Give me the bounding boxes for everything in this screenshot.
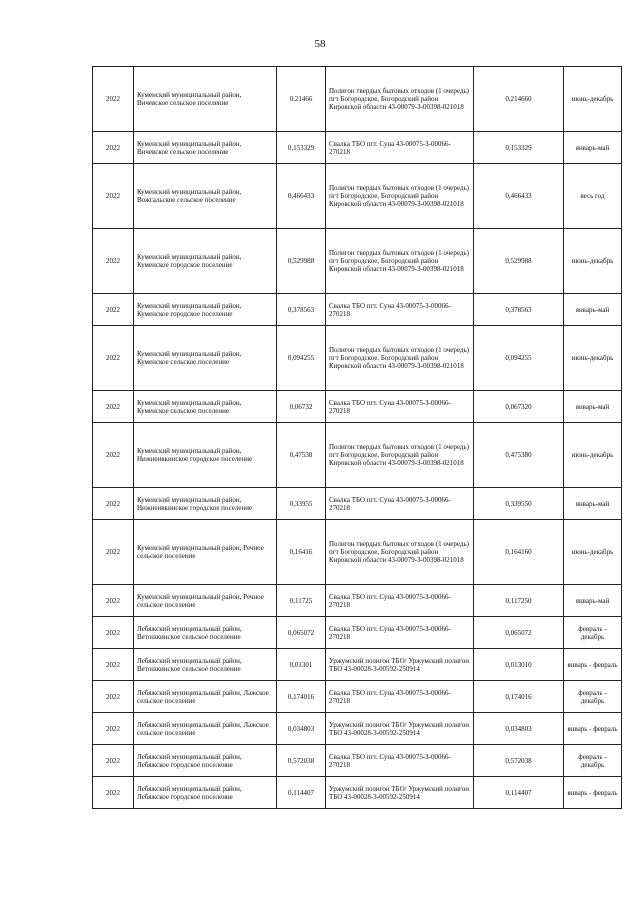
table-row (93, 681, 622, 713)
cell-year: 2022 (93, 617, 134, 649)
cell-volume: 0,11725 (277, 585, 326, 617)
cell-period: февраль - декабрь (564, 745, 622, 777)
cell-disposal-object: Полигон твердых бытовых отходов (1 очередь) пгт Богородское, Богородский район Кировской области 43-00079-З-00398-021018 (326, 326, 474, 391)
cell-period: июнь-декабрь (564, 520, 622, 585)
table-row (93, 488, 622, 520)
table-row (93, 67, 622, 132)
table-row (93, 649, 622, 681)
table-row (93, 617, 622, 649)
cell-period: январь-май (564, 391, 622, 423)
cell-municipality: Лебяжский муниципальный район, Лажское сельское поселение (134, 713, 277, 745)
cell-period: июнь-декабрь (564, 423, 622, 488)
table-row (93, 294, 622, 326)
table-row (93, 391, 622, 423)
cell-municipality: Куменский муниципальный район, Вичевское сельское поселение (134, 67, 277, 132)
cell-municipality: Лебяжский муниципальный район, Лебяжское городское поселение (134, 777, 277, 809)
cell-year: 2022 (93, 713, 134, 745)
cell-disposal-object: Свалка ТБО пгт. Суна 43-00075-З-00066-270218 (326, 681, 474, 713)
landfill-allocation-table (92, 66, 622, 809)
cell-period: январь - февраль (564, 713, 622, 745)
cell-disposal-object: Полигон твердых бытовых отходов (1 очередь) пгт Богородское, Богородский район Кировской области 43-00079-З-00398-021018 (326, 67, 474, 132)
cell-period: февраль - декабрь (564, 681, 622, 713)
cell-disposal-object: Уржумский полигон ТБО/ Уржумский полигон ТБО 43-00028-З-00592-250914 (326, 649, 474, 681)
cell-year: 2022 (93, 745, 134, 777)
cell-disposal-object: Уржумский полигон ТБО/ Уржумский полигон ТБО 43-00028-З-00592-250914 (326, 713, 474, 745)
cell-year: 2022 (93, 294, 134, 326)
cell-disposal-object: Свалка ТБО пгт. Суна 43-00075-З-00066-270218 (326, 488, 474, 520)
cell-year: 2022 (93, 488, 134, 520)
cell-disposal-object: Свалка ТБО пгт. Суна 43-00075-З-00066-270218 (326, 617, 474, 649)
cell-year: 2022 (93, 777, 134, 809)
cell-volume-allocated: 0,094255 (474, 326, 564, 391)
table-row (93, 777, 622, 809)
cell-year: 2022 (93, 229, 134, 294)
cell-year: 2022 (93, 164, 134, 229)
table-row (93, 713, 622, 745)
cell-disposal-object: Свалка ТБО пгт. Суна 43-00075-З-00066-270218 (326, 745, 474, 777)
cell-volume: 0,114407 (277, 777, 326, 809)
cell-volume-allocated: 0,117250 (474, 585, 564, 617)
cell-period: июнь-декабрь (564, 229, 622, 294)
cell-disposal-object: Полигон твердых бытовых отходов (1 очередь) пгт Богородское, Богородский район Кировской области 43-00079-З-00398-021018 (326, 520, 474, 585)
cell-volume-allocated: 0,174016 (474, 681, 564, 713)
cell-municipality: Куменский муниципальный район, Куменское сельское поселение (134, 391, 277, 423)
cell-disposal-object: Свалка ТБО пгт. Суна 43-00075-З-00066-270218 (326, 585, 474, 617)
cell-volume-allocated: 0,153329 (474, 132, 564, 164)
cell-volume: 0,529988 (277, 229, 326, 294)
cell-volume-allocated: 0,164160 (474, 520, 564, 585)
cell-period: весь год (564, 164, 622, 229)
cell-disposal-object: Свалка ТБО пгт. Суна 43-00075-З-00066-270218 (326, 294, 474, 326)
table-row (93, 423, 622, 488)
cell-municipality: Лебяжский муниципальный район, Лебяжское городское поселение (134, 745, 277, 777)
cell-volume: 0,16416 (277, 520, 326, 585)
page-number: 58 (314, 38, 326, 50)
cell-volume: 0,065072 (277, 617, 326, 649)
cell-municipality: Куменский муниципальный район, Куменское городское поселение (134, 229, 277, 294)
cell-period: январь - февраль (564, 777, 622, 809)
cell-volume: 0,06732 (277, 391, 326, 423)
cell-municipality: Куменский муниципальный район, Нижнеивкинское городское поселение (134, 423, 277, 488)
cell-volume-allocated: 0,572038 (474, 745, 564, 777)
cell-period: январь - февраль (564, 649, 622, 681)
cell-disposal-object: Полигон твердых бытовых отходов (1 очередь) пгт Богородское, Богородский район Кировской области 43-00079-З-00398-021018 (326, 229, 474, 294)
cell-period: июнь-декабрь (564, 67, 622, 132)
cell-municipality: Лебяжский муниципальный район, Ветошкинское сельское поселение (134, 617, 277, 649)
cell-volume: 0,094255 (277, 326, 326, 391)
cell-volume-allocated: 0,466433 (474, 164, 564, 229)
cell-year: 2022 (93, 326, 134, 391)
cell-period: январь-май (564, 132, 622, 164)
cell-municipality: Куменский муниципальный район, Речное сельское поселение (134, 520, 277, 585)
cell-municipality: Куменский муниципальный район, Вичевское сельское поселение (134, 132, 277, 164)
cell-period: январь-май (564, 294, 622, 326)
cell-volume: 0,153329 (277, 132, 326, 164)
cell-volume-allocated: 0,378563 (474, 294, 564, 326)
cell-volume-allocated: 0,013010 (474, 649, 564, 681)
cell-disposal-object: Свалка ТБО пгт. Суна 43-00075-З-00066-270218 (326, 391, 474, 423)
cell-period: февраль - декабрь (564, 617, 622, 649)
cell-disposal-object: Уржумский полигон ТБО/ Уржумский полигон ТБО 43-00028-З-00592-250914 (326, 777, 474, 809)
cell-volume-allocated: 0,114407 (474, 777, 564, 809)
cell-year: 2022 (93, 520, 134, 585)
cell-volume-allocated: 0,214660 (474, 67, 564, 132)
cell-year: 2022 (93, 67, 134, 132)
cell-municipality: Лебяжский муниципальный район, Ветошкинское сельское поселение (134, 649, 277, 681)
cell-municipality: Куменский муниципальный район, Вожгальское сельское поселение (134, 164, 277, 229)
cell-year: 2022 (93, 391, 134, 423)
table-row (93, 132, 622, 164)
cell-volume: 0,33955 (277, 488, 326, 520)
cell-volume: 0,572038 (277, 745, 326, 777)
table-row (93, 520, 622, 585)
cell-disposal-object: Полигон твердых бытовых отходов (1 очередь) пгт Богородское, Богородский район Кировской области 43-00079-З-00398-021018 (326, 423, 474, 488)
cell-volume: 0,01301 (277, 649, 326, 681)
table-row (93, 229, 622, 294)
cell-period: январь-май (564, 488, 622, 520)
cell-year: 2022 (93, 585, 134, 617)
cell-volume-allocated: 0,034803 (474, 713, 564, 745)
table-row (93, 326, 622, 391)
cell-volume: 0,21466 (277, 67, 326, 132)
cell-period: январь-май (564, 585, 622, 617)
cell-volume: 0,174016 (277, 681, 326, 713)
cell-volume-allocated: 0,475380 (474, 423, 564, 488)
table-body (93, 67, 622, 809)
cell-year: 2022 (93, 423, 134, 488)
cell-volume-allocated: 0,065072 (474, 617, 564, 649)
cell-year: 2022 (93, 681, 134, 713)
cell-volume: 0,034803 (277, 713, 326, 745)
table-row (93, 164, 622, 229)
cell-volume: 0,378563 (277, 294, 326, 326)
cell-municipality: Куменский муниципальный район, Куменское сельское поселение (134, 326, 277, 391)
cell-municipality: Куменский муниципальный район, Речное сельское поселение (134, 585, 277, 617)
table-row (93, 585, 622, 617)
cell-municipality: Лебяжский муниципальный район, Лажское сельское поселение (134, 681, 277, 713)
cell-municipality: Куменский муниципальный район, Нижнеивкинское городское поселение (134, 488, 277, 520)
cell-disposal-object: Свалка ТБО пгт. Суна 43-00075-З-00066-270218 (326, 132, 474, 164)
cell-volume: 0,466433 (277, 164, 326, 229)
cell-volume: 0,47538 (277, 423, 326, 488)
table-row (93, 745, 622, 777)
cell-volume-allocated: 0,529988 (474, 229, 564, 294)
cell-year: 2022 (93, 649, 134, 681)
cell-disposal-object: Полигон твердых бытовых отходов (1 очередь) пгт Богородское, Богородский район Кировской области 43-00079-З-00398-021018 (326, 164, 474, 229)
cell-year: 2022 (93, 132, 134, 164)
cell-municipality: Куменский муниципальный район, Куменское городское поселение (134, 294, 277, 326)
cell-volume-allocated: 0,339550 (474, 488, 564, 520)
cell-volume-allocated: 0,067320 (474, 391, 564, 423)
cell-period: июнь-декабрь (564, 326, 622, 391)
